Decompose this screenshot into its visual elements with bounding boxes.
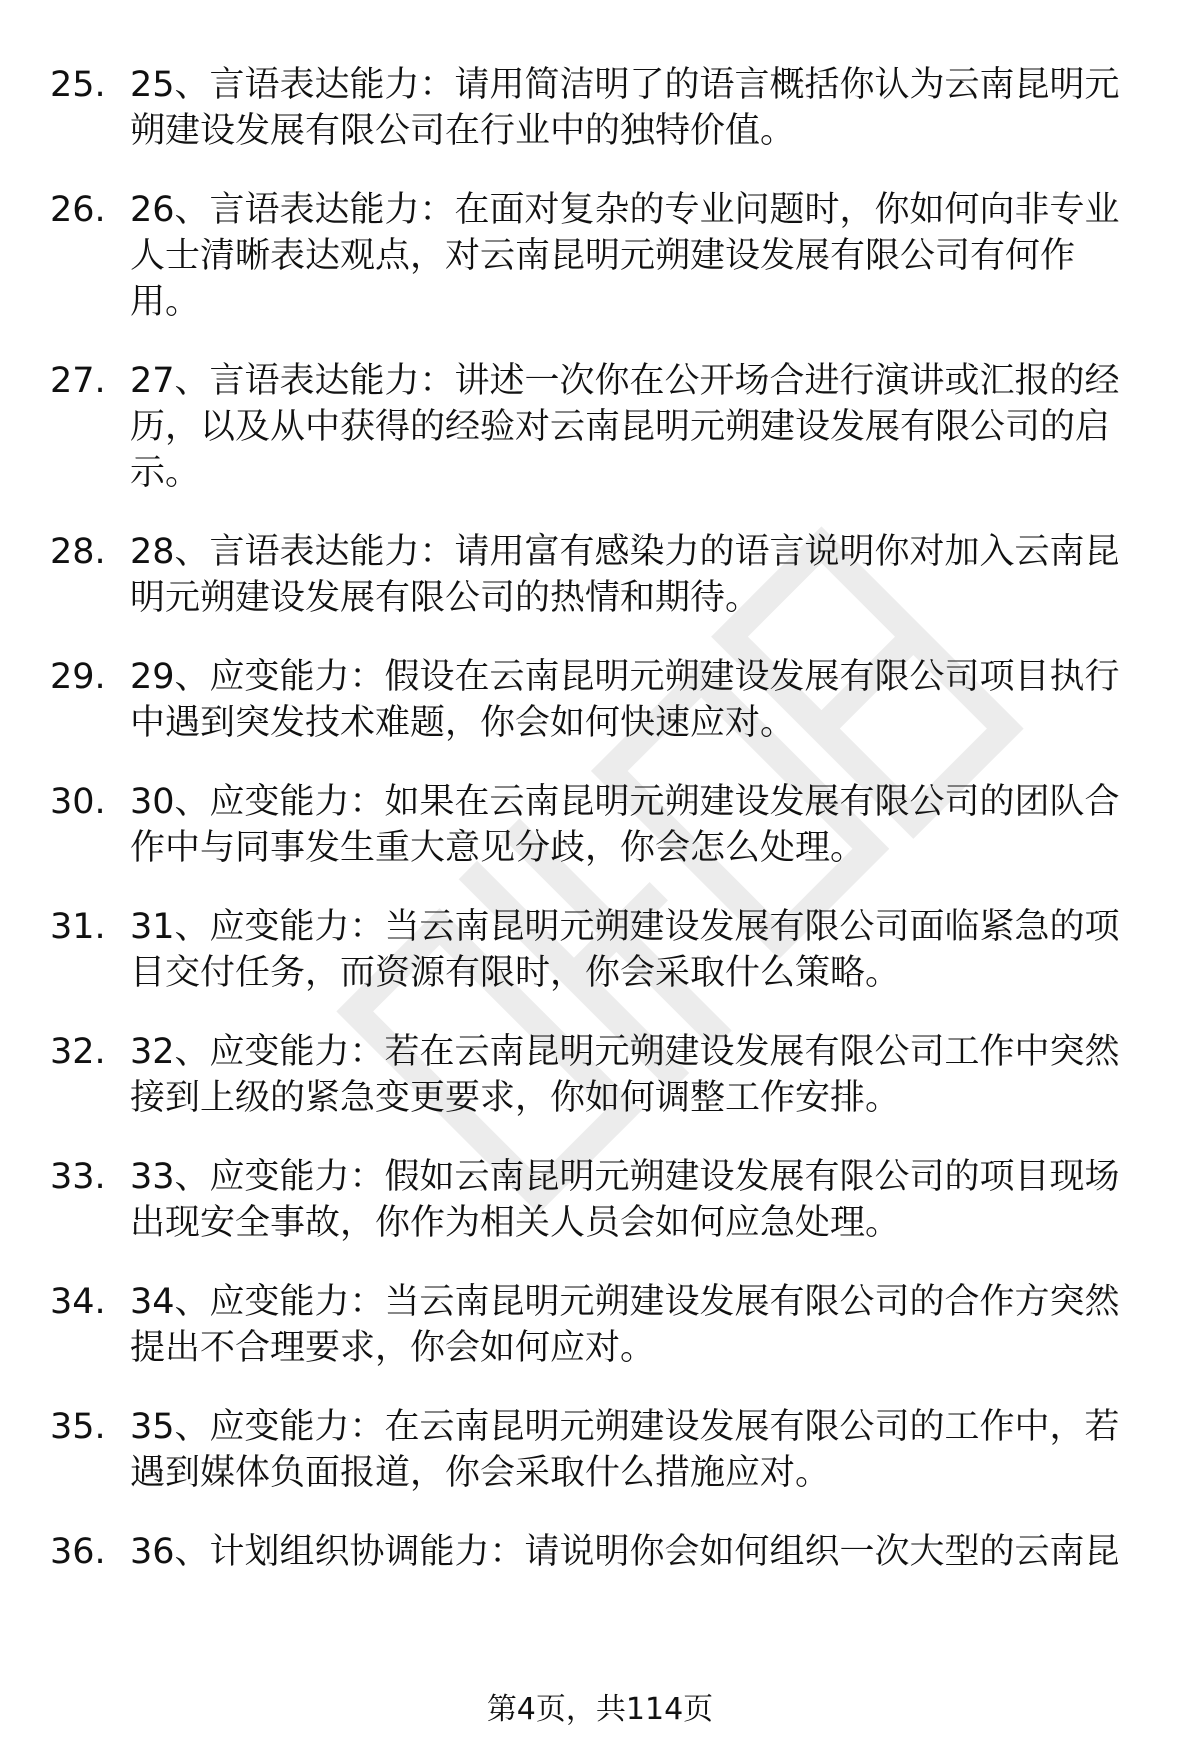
item-text: 26、言语表达能力：在面对复杂的专业问题时，你如何向非专业人士清晰表达观点，对云南昆明元朔建设发展有限公司有何作用。 (130, 190, 1120, 322)
item-text: 32、应变能力：若在云南昆明元朔建设发展有限公司工作中突然接到上级的紧急变更要求，你如何调整工作安排。 (130, 1032, 1120, 1118)
item-number: 33. (50, 1157, 106, 1197)
item-text: 25、言语表达能力：请用简洁明了的语言概括你认为云南昆明元朔建设发展有限公司在行业中的独特价值。 (130, 65, 1120, 151)
item-number: 28. (50, 532, 106, 572)
item-number: 36. (50, 1532, 106, 1572)
list-item (0, 529, 1200, 621)
item-number: 35. (50, 1407, 106, 1447)
list-item (0, 904, 1200, 996)
item-number: 27. (50, 361, 106, 401)
item-text: 30、应变能力：如果在云南昆明元朔建设发展有限公司的团队合作中与同事发生重大意见分歧，你会怎么处理。 (130, 782, 1120, 868)
item-text: 36、计划组织协调能力：请说明你会如何组织一次大型的云南昆 (130, 1532, 1120, 1572)
list-item (0, 1029, 1200, 1121)
item-text: 34、应变能力：当云南昆明元朔建设发展有限公司的合作方突然提出不合理要求，你会如何应对。 (130, 1282, 1120, 1368)
list-item (0, 62, 1200, 154)
list-item (0, 1404, 1200, 1496)
list-item (0, 654, 1200, 746)
item-text: 35、应变能力：在云南昆明元朔建设发展有限公司的工作中，若遇到媒体负面报道，你会采取什么措施应对。 (130, 1407, 1120, 1493)
list-item (0, 187, 1200, 325)
item-text: 28、言语表达能力：请用富有感染力的语言说明你对加入云南昆明元朔建设发展有限公司的热情和期待。 (130, 532, 1120, 618)
item-text: 33、应变能力：假如云南昆明元朔建设发展有限公司的项目现场出现安全事故，你作为相关人员会如何应急处理。 (130, 1157, 1120, 1243)
item-text: 27、言语表达能力：讲述一次你在公开场合进行演讲或汇报的经历，以及从中获得的经验对云南昆明元朔建设发展有限公司的启示。 (130, 361, 1120, 493)
item-number: 25. (50, 65, 106, 105)
item-number: 26. (50, 190, 106, 230)
page-footer: 第4页，共114页 (486, 1692, 714, 1727)
item-number: 32. (50, 1032, 106, 1072)
item-number: 29. (50, 657, 106, 697)
item-text: 31、应变能力：当云南昆明元朔建设发展有限公司面临紧急的项目交付任务，而资源有限时，你会采取什么策略。 (130, 907, 1120, 993)
list-item (0, 1529, 1200, 1575)
list-item (0, 1279, 1200, 1371)
item-number: 30. (50, 782, 106, 822)
question-list (0, 62, 1200, 1608)
item-number: 34. (50, 1282, 106, 1322)
item-number: 31. (50, 907, 106, 947)
list-item (0, 1154, 1200, 1246)
item-text: 29、应变能力：假设在云南昆明元朔建设发展有限公司项目执行中遇到突发技术难题，你会如何快速应对。 (130, 657, 1120, 743)
list-item (0, 358, 1200, 496)
list-item (0, 779, 1200, 871)
